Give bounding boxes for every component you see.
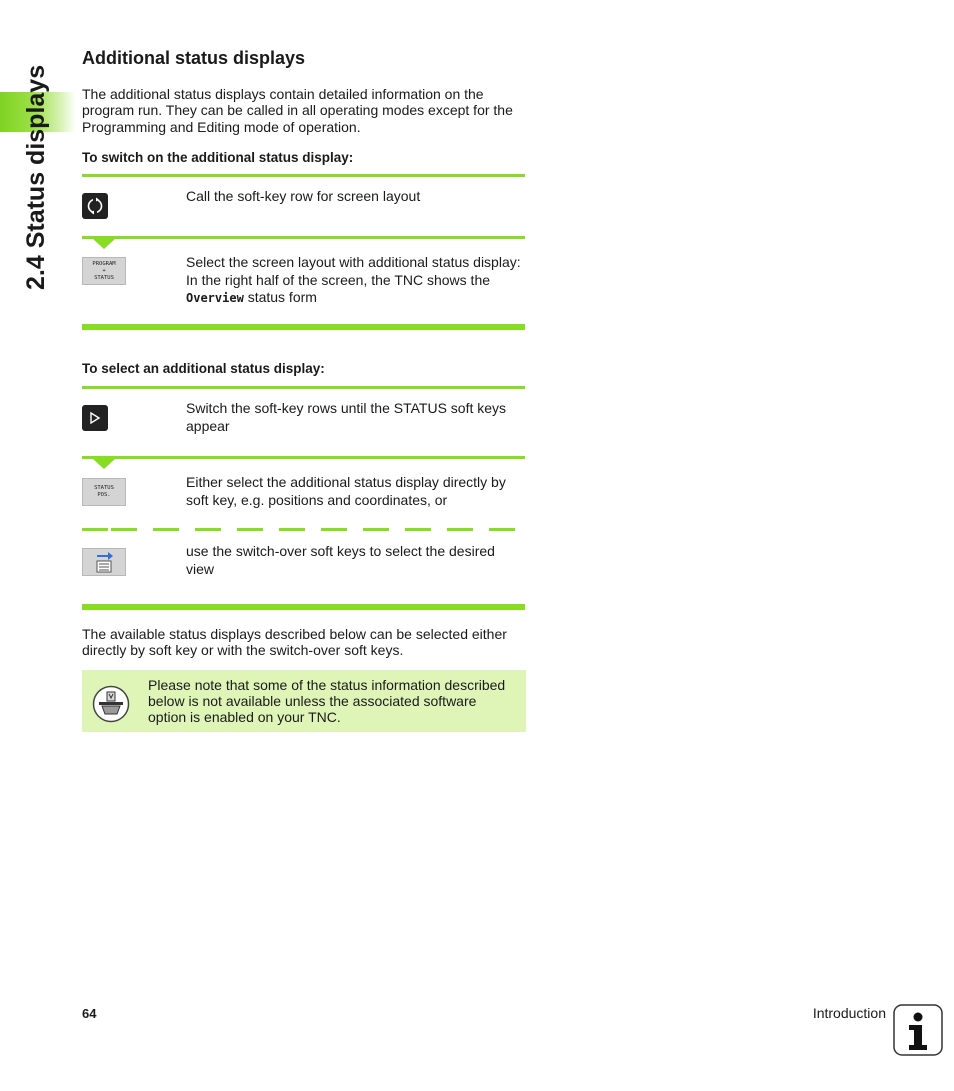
softkey-line: POS.: [97, 492, 111, 498]
select-heading: To select an additional status display:: [82, 361, 325, 376]
step-text: [186, 254, 526, 308]
softkey-line: STATUS: [94, 274, 114, 281]
step-arrow: [93, 459, 115, 469]
screen-layout-key-icon: [82, 193, 108, 219]
status-pos-softkey-icon: [82, 478, 126, 506]
switch-on-heading: To switch on the additional status display:: [82, 150, 354, 165]
overview-code: Overview: [186, 291, 244, 305]
intro-paragraph: The additional status displays contain detailed information on the program run. They can be called in all operating modes except for the Programming and Editing mode of operation.: [82, 86, 513, 135]
softkey-line: +: [102, 267, 106, 274]
closing-paragraph: The available status displays described below can be selected either directly by soft key or with the switch-over soft keys.: [82, 626, 507, 659]
divider: [82, 456, 525, 459]
step-text: use the switch-over soft keys to select the desired view: [186, 543, 495, 577]
section-end-bar: [82, 324, 525, 330]
step-text: Switch the soft-key rows until the STATUS soft keys appear: [186, 400, 507, 434]
step-text: Either select the additional status display directly by soft key, e.g. positions and coordinates, or: [186, 474, 506, 508]
footer-chapter: Introduction: [812, 1005, 886, 1021]
section-title: Additional status displays: [82, 48, 306, 68]
divider: [82, 386, 525, 389]
program-status-softkey-icon: [82, 257, 126, 285]
divider: [82, 174, 525, 177]
softkey-line: PROGRAM: [92, 260, 116, 267]
step-text-part: Select the screen layout with additional status display: In the right half of the screen, the TNC shows the: [186, 254, 521, 288]
software-option-icon: [92, 685, 130, 723]
info-icon: [893, 1004, 943, 1056]
switch-over-softkey-icon: [82, 548, 126, 576]
step-arrow: [93, 239, 115, 249]
next-softkey-row-key-icon: [82, 405, 108, 431]
section-end-bar: [82, 604, 525, 610]
dashed-divider: [82, 528, 525, 531]
step-text-part: status form: [247, 289, 317, 305]
side-chapter-title: 2.4 Status displays: [22, 64, 50, 290]
softkey-line: STATUS: [94, 485, 114, 491]
step-text: Call the soft-key row for screen layout: [186, 188, 421, 204]
page-number: 64: [82, 1006, 97, 1021]
divider: [82, 236, 525, 239]
note-text: Please note that some of the status information described below is not available unless the associated software option is enabled on your TNC.: [148, 677, 506, 726]
